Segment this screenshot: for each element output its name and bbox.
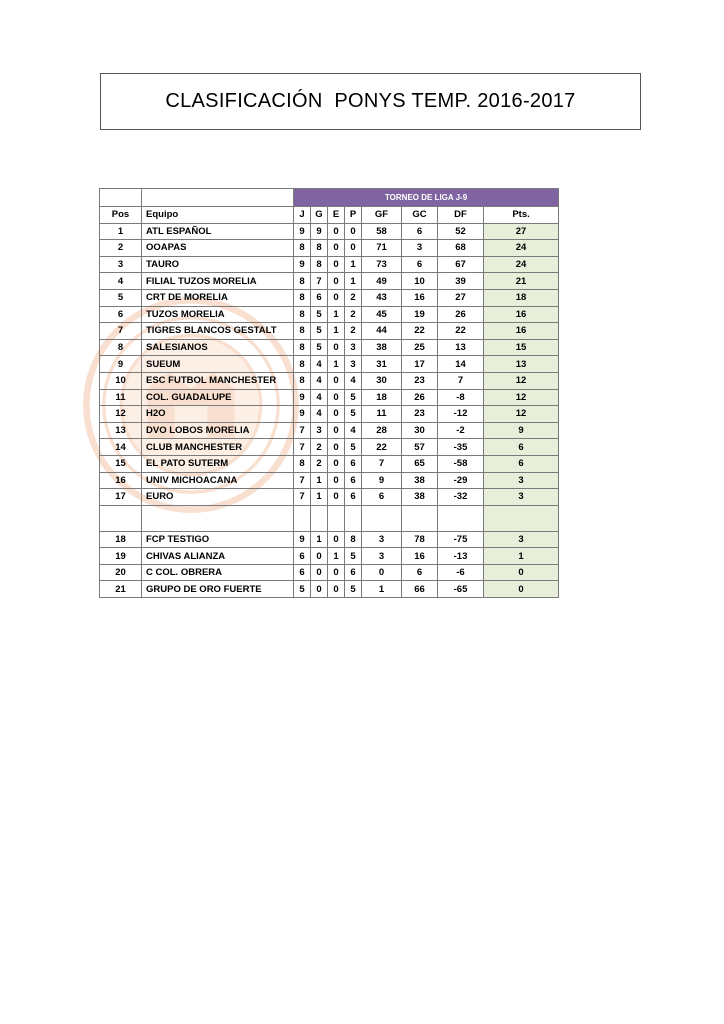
cell-p: 6 xyxy=(345,472,362,489)
cell-e: 0 xyxy=(328,389,345,406)
cell-gf: 49 xyxy=(362,273,402,290)
cell-e: 0 xyxy=(328,289,345,306)
cell-pts: 16 xyxy=(484,323,559,340)
cell-pos: 11 xyxy=(100,389,142,406)
cell-e: 0 xyxy=(328,439,345,456)
cell-g: 1 xyxy=(311,489,328,506)
cell-e: 1 xyxy=(328,323,345,340)
blank-cell xyxy=(402,505,438,531)
cell-pos: 5 xyxy=(100,289,142,306)
cell-j: 7 xyxy=(294,439,311,456)
cell-pts: 12 xyxy=(484,372,559,389)
cell-gf: 38 xyxy=(362,339,402,356)
cell-pos: 17 xyxy=(100,489,142,506)
cell-pos: 9 xyxy=(100,356,142,373)
cell-j: 8 xyxy=(294,289,311,306)
cell-gc: 25 xyxy=(402,339,438,356)
table-row xyxy=(100,531,559,548)
cell-pts: 24 xyxy=(484,256,559,273)
cell-e: 1 xyxy=(328,548,345,565)
header-gc: GC xyxy=(402,207,438,224)
table-row xyxy=(100,489,559,506)
cell-g: 3 xyxy=(311,422,328,439)
cell-p: 5 xyxy=(345,581,362,598)
table-row xyxy=(100,422,559,439)
cell-gf: 45 xyxy=(362,306,402,323)
cell-pos: 6 xyxy=(100,306,142,323)
blank-cell xyxy=(484,505,559,531)
cell-df: 7 xyxy=(438,372,484,389)
header-df: DF xyxy=(438,207,484,224)
cell-pts: 1 xyxy=(484,548,559,565)
cell-gc: 3 xyxy=(402,240,438,257)
cell-gc: 16 xyxy=(402,289,438,306)
cell-pts: 0 xyxy=(484,581,559,598)
cell-p: 1 xyxy=(345,273,362,290)
cell-p: 6 xyxy=(345,564,362,581)
cell-g: 5 xyxy=(311,323,328,340)
cell-j: 8 xyxy=(294,372,311,389)
cell-pts: 0 xyxy=(484,564,559,581)
cell-g: 4 xyxy=(311,356,328,373)
cell-team: COL. GUADALUPE xyxy=(142,389,294,406)
cell-pos: 13 xyxy=(100,422,142,439)
cell-df: 13 xyxy=(438,339,484,356)
cell-team: FCP TESTIGO xyxy=(142,531,294,548)
cell-e: 0 xyxy=(328,489,345,506)
cell-gf: 44 xyxy=(362,323,402,340)
table-row xyxy=(100,406,559,423)
cell-j: 8 xyxy=(294,273,311,290)
cell-df: -75 xyxy=(438,531,484,548)
title-box xyxy=(100,73,641,130)
cell-pos: 8 xyxy=(100,339,142,356)
cell-gf: 30 xyxy=(362,372,402,389)
blank-cell xyxy=(142,505,294,531)
banner-row xyxy=(100,189,559,207)
cell-gc: 6 xyxy=(402,223,438,240)
cell-gc: 38 xyxy=(402,489,438,506)
cell-df: 52 xyxy=(438,223,484,240)
cell-df: 22 xyxy=(438,323,484,340)
cell-df: 26 xyxy=(438,306,484,323)
cell-pos: 15 xyxy=(100,455,142,472)
cell-df: 68 xyxy=(438,240,484,257)
cell-e: 0 xyxy=(328,472,345,489)
cell-gc: 22 xyxy=(402,323,438,340)
cell-g: 4 xyxy=(311,372,328,389)
table-row xyxy=(100,548,559,565)
cell-gf: 22 xyxy=(362,439,402,456)
cell-gc: 30 xyxy=(402,422,438,439)
cell-g: 8 xyxy=(311,256,328,273)
cell-team: EL PATO SUTERM xyxy=(142,455,294,472)
cell-g: 9 xyxy=(311,223,328,240)
cell-p: 6 xyxy=(345,489,362,506)
cell-j: 9 xyxy=(294,389,311,406)
cell-gc: 10 xyxy=(402,273,438,290)
table-row xyxy=(100,439,559,456)
cell-g: 1 xyxy=(311,472,328,489)
cell-pos: 1 xyxy=(100,223,142,240)
cell-p: 0 xyxy=(345,223,362,240)
cell-g: 4 xyxy=(311,389,328,406)
table-row xyxy=(100,306,559,323)
cell-j: 8 xyxy=(294,240,311,257)
blank-cell xyxy=(362,505,402,531)
blank-cell xyxy=(345,505,362,531)
cell-team: TIGRES BLANCOS GESTALT xyxy=(142,323,294,340)
cell-j: 5 xyxy=(294,581,311,598)
cell-g: 0 xyxy=(311,581,328,598)
cell-p: 0 xyxy=(345,240,362,257)
cell-p: 3 xyxy=(345,339,362,356)
cell-g: 7 xyxy=(311,273,328,290)
table-row xyxy=(100,372,559,389)
cell-g: 1 xyxy=(311,531,328,548)
table-row xyxy=(100,581,559,598)
cell-gf: 73 xyxy=(362,256,402,273)
cell-team: ESC FUTBOL MANCHESTER xyxy=(142,372,294,389)
table-row xyxy=(100,289,559,306)
cell-p: 1 xyxy=(345,256,362,273)
cell-e: 0 xyxy=(328,339,345,356)
cell-e: 0 xyxy=(328,531,345,548)
cell-pts: 12 xyxy=(484,406,559,423)
cell-df: -6 xyxy=(438,564,484,581)
cell-pts: 18 xyxy=(484,289,559,306)
cell-j: 9 xyxy=(294,223,311,240)
cell-e: 0 xyxy=(328,223,345,240)
cell-g: 0 xyxy=(311,548,328,565)
cell-pts: 12 xyxy=(484,389,559,406)
cell-j: 8 xyxy=(294,323,311,340)
table-row xyxy=(100,389,559,406)
cell-pos: 12 xyxy=(100,406,142,423)
cell-gc: 38 xyxy=(402,472,438,489)
header-gf: GF xyxy=(362,207,402,224)
cell-df: -32 xyxy=(438,489,484,506)
cell-p: 5 xyxy=(345,389,362,406)
table-row xyxy=(100,472,559,489)
cell-p: 2 xyxy=(345,289,362,306)
cell-gf: 18 xyxy=(362,389,402,406)
page-title: CLASIFICACIÓN PONYS TEMP. 2016-2017 xyxy=(165,90,576,112)
table-row xyxy=(100,339,559,356)
cell-gc: 57 xyxy=(402,439,438,456)
cell-df: -8 xyxy=(438,389,484,406)
cell-team: DVO LOBOS MORELIA xyxy=(142,422,294,439)
cell-gf: 11 xyxy=(362,406,402,423)
cell-pts: 27 xyxy=(484,223,559,240)
cell-e: 0 xyxy=(328,422,345,439)
header-p: P xyxy=(345,207,362,224)
table-row xyxy=(100,240,559,257)
cell-gf: 1 xyxy=(362,581,402,598)
cell-team: SALESIANOS xyxy=(142,339,294,356)
blank-cell xyxy=(438,505,484,531)
cell-e: 0 xyxy=(328,581,345,598)
table-row xyxy=(100,455,559,472)
cell-j: 7 xyxy=(294,489,311,506)
cell-p: 4 xyxy=(345,372,362,389)
cell-j: 8 xyxy=(294,356,311,373)
cell-pos: 2 xyxy=(100,240,142,257)
cell-gf: 6 xyxy=(362,489,402,506)
cell-df: -35 xyxy=(438,439,484,456)
cell-pts: 3 xyxy=(484,531,559,548)
cell-gc: 17 xyxy=(402,356,438,373)
cell-p: 5 xyxy=(345,548,362,565)
cell-gc: 23 xyxy=(402,372,438,389)
cell-gf: 3 xyxy=(362,531,402,548)
cell-gc: 26 xyxy=(402,389,438,406)
cell-df: 27 xyxy=(438,289,484,306)
cell-df: -65 xyxy=(438,581,484,598)
cell-p: 8 xyxy=(345,531,362,548)
cell-p: 5 xyxy=(345,406,362,423)
cell-pos: 18 xyxy=(100,531,142,548)
blank-cell xyxy=(294,505,311,531)
cell-team: EURO xyxy=(142,489,294,506)
cell-gc: 6 xyxy=(402,564,438,581)
cell-gf: 3 xyxy=(362,548,402,565)
cell-j: 8 xyxy=(294,455,311,472)
cell-gc: 19 xyxy=(402,306,438,323)
cell-j: 9 xyxy=(294,256,311,273)
cell-g: 8 xyxy=(311,240,328,257)
blank-cell xyxy=(328,505,345,531)
header-g: G xyxy=(311,207,328,224)
cell-team: TAURO xyxy=(142,256,294,273)
cell-pts: 16 xyxy=(484,306,559,323)
cell-gf: 31 xyxy=(362,356,402,373)
cell-e: 0 xyxy=(328,564,345,581)
blank-cell xyxy=(311,505,328,531)
cell-pts: 6 xyxy=(484,455,559,472)
cell-gf: 71 xyxy=(362,240,402,257)
cell-team: CLUB MANCHESTER xyxy=(142,439,294,456)
header-pos: Pos xyxy=(100,207,142,224)
cell-gc: 66 xyxy=(402,581,438,598)
table-row xyxy=(100,323,559,340)
cell-gf: 0 xyxy=(362,564,402,581)
cell-g: 2 xyxy=(311,455,328,472)
cell-team: OOAPAS xyxy=(142,240,294,257)
cell-p: 6 xyxy=(345,455,362,472)
cell-team: C COL. OBRERA xyxy=(142,564,294,581)
cell-p: 5 xyxy=(345,439,362,456)
cell-team: ATL ESPAÑOL xyxy=(142,223,294,240)
cell-pts: 13 xyxy=(484,356,559,373)
cell-j: 7 xyxy=(294,422,311,439)
cell-df: -12 xyxy=(438,406,484,423)
cell-gc: 23 xyxy=(402,406,438,423)
cell-team: FILIAL TUZOS MORELIA xyxy=(142,273,294,290)
cell-pos: 16 xyxy=(100,472,142,489)
cell-gc: 65 xyxy=(402,455,438,472)
cell-team: CRT DE MORELIA xyxy=(142,289,294,306)
table-row xyxy=(100,564,559,581)
cell-team: H2O xyxy=(142,406,294,423)
cell-gf: 28 xyxy=(362,422,402,439)
cell-gf: 58 xyxy=(362,223,402,240)
cell-pts: 6 xyxy=(484,439,559,456)
cell-g: 6 xyxy=(311,289,328,306)
cell-gf: 43 xyxy=(362,289,402,306)
header-row xyxy=(100,207,559,224)
cell-pts: 9 xyxy=(484,422,559,439)
cell-e: 1 xyxy=(328,306,345,323)
cell-j: 9 xyxy=(294,531,311,548)
cell-j: 6 xyxy=(294,564,311,581)
cell-pts: 15 xyxy=(484,339,559,356)
standings-body xyxy=(100,189,559,598)
cell-pos: 3 xyxy=(100,256,142,273)
cell-gf: 9 xyxy=(362,472,402,489)
cell-df: 67 xyxy=(438,256,484,273)
cell-j: 6 xyxy=(294,548,311,565)
cell-pts: 3 xyxy=(484,472,559,489)
cell-pts: 24 xyxy=(484,240,559,257)
cell-pos: 7 xyxy=(100,323,142,340)
spacer-row xyxy=(100,505,559,531)
cell-j: 9 xyxy=(294,406,311,423)
header-team: Equipo xyxy=(142,207,294,224)
cell-p: 4 xyxy=(345,422,362,439)
cell-e: 0 xyxy=(328,406,345,423)
cell-df: -2 xyxy=(438,422,484,439)
cell-team: UNIV MICHOACANA xyxy=(142,472,294,489)
cell-pos: 10 xyxy=(100,372,142,389)
table-row xyxy=(100,273,559,290)
cell-p: 2 xyxy=(345,306,362,323)
tournament-banner: TORNEO DE LIGA J-9 xyxy=(294,189,559,207)
cell-pos: 20 xyxy=(100,564,142,581)
cell-pts: 3 xyxy=(484,489,559,506)
table-row xyxy=(100,356,559,373)
cell-team: SUEUM xyxy=(142,356,294,373)
cell-g: 4 xyxy=(311,406,328,423)
cell-e: 1 xyxy=(328,356,345,373)
cell-pos: 14 xyxy=(100,439,142,456)
cell-j: 8 xyxy=(294,306,311,323)
cell-team: TUZOS MORELIA xyxy=(142,306,294,323)
cell-j: 8 xyxy=(294,339,311,356)
cell-gf: 7 xyxy=(362,455,402,472)
cell-df: 39 xyxy=(438,273,484,290)
cell-df: -58 xyxy=(438,455,484,472)
header-j: J xyxy=(294,207,311,224)
cell-pts: 21 xyxy=(484,273,559,290)
cell-gc: 16 xyxy=(402,548,438,565)
cell-g: 2 xyxy=(311,439,328,456)
standings-table xyxy=(99,188,559,598)
cell-df: -13 xyxy=(438,548,484,565)
table-row xyxy=(100,223,559,240)
cell-g: 5 xyxy=(311,306,328,323)
cell-e: 0 xyxy=(328,240,345,257)
cell-e: 0 xyxy=(328,455,345,472)
cell-e: 0 xyxy=(328,256,345,273)
cell-team: CHIVAS ALIANZA xyxy=(142,548,294,565)
table-row xyxy=(100,256,559,273)
cell-df: -29 xyxy=(438,472,484,489)
cell-e: 0 xyxy=(328,273,345,290)
cell-j: 7 xyxy=(294,472,311,489)
cell-g: 5 xyxy=(311,339,328,356)
cell-g: 0 xyxy=(311,564,328,581)
cell-df: 14 xyxy=(438,356,484,373)
header-e: E xyxy=(328,207,345,224)
header-pts: Pts. xyxy=(484,207,559,224)
cell-pos: 19 xyxy=(100,548,142,565)
cell-team: GRUPO DE ORO FUERTE xyxy=(142,581,294,598)
cell-pos: 4 xyxy=(100,273,142,290)
cell-p: 3 xyxy=(345,356,362,373)
cell-gc: 6 xyxy=(402,256,438,273)
cell-gc: 78 xyxy=(402,531,438,548)
blank-cell xyxy=(100,189,142,207)
cell-e: 0 xyxy=(328,372,345,389)
cell-pos: 21 xyxy=(100,581,142,598)
cell-p: 2 xyxy=(345,323,362,340)
blank-cell xyxy=(100,505,142,531)
blank-cell xyxy=(142,189,294,207)
